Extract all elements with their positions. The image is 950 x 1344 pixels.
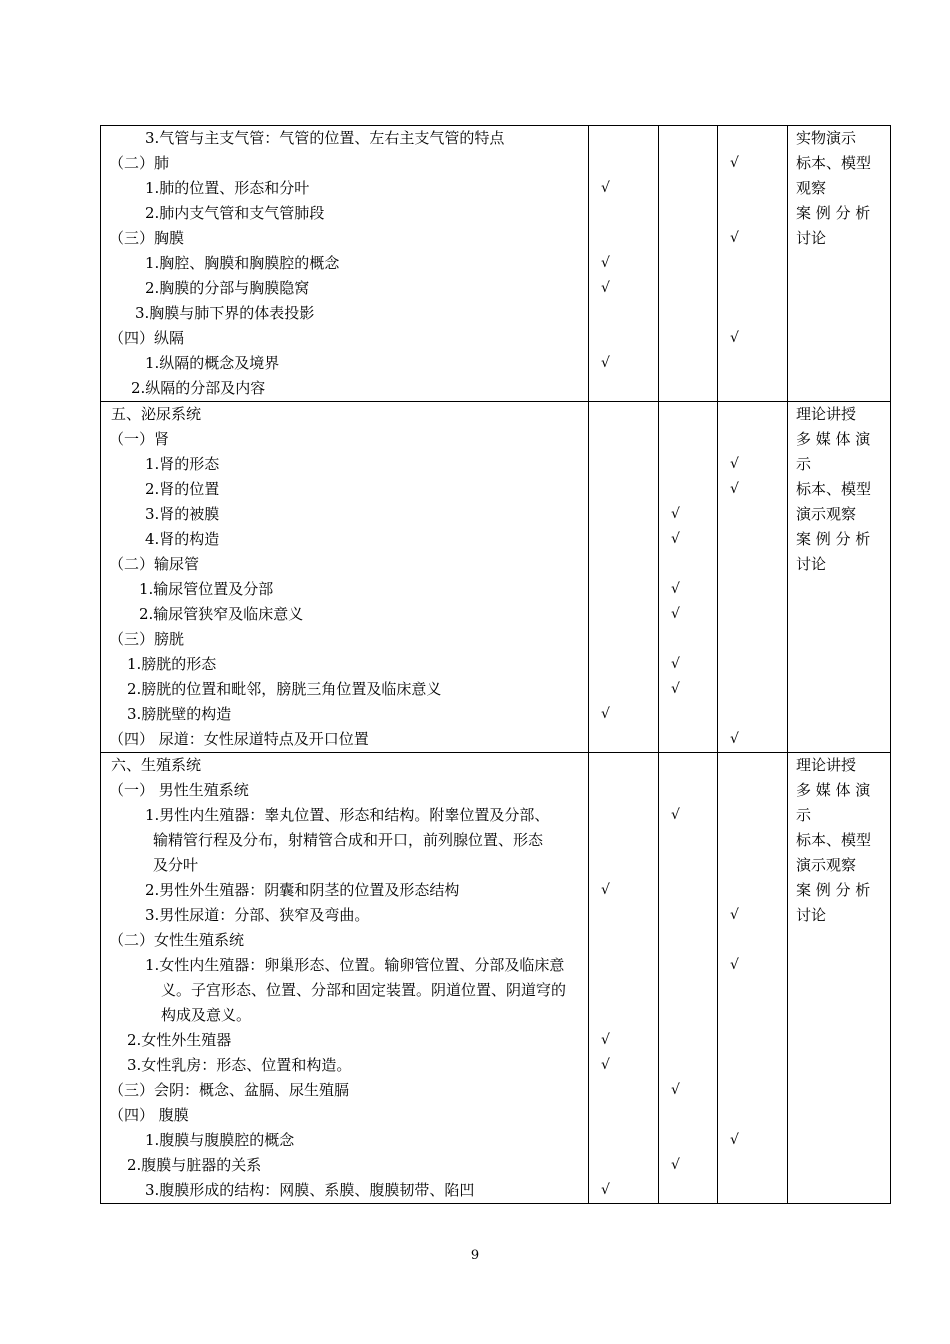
check-mark [718, 828, 787, 853]
check-mark [659, 351, 717, 376]
check-mark [718, 753, 787, 778]
check-mark [659, 1053, 717, 1078]
check-mark [659, 301, 717, 326]
check-mark [718, 1153, 787, 1178]
check-mark [718, 853, 787, 878]
check-mark [589, 928, 658, 953]
content-line: （一） 男性生殖系统 [109, 781, 249, 799]
content-line: 2.胸膜的分部与胸膜隐窝 [145, 279, 310, 297]
check-mark [718, 1103, 787, 1128]
check-mark: √ [730, 731, 739, 747]
teaching-method-cell [788, 753, 891, 1204]
content-line: 1.输尿管位置及分部 [139, 580, 274, 598]
check-mark: √ [671, 606, 680, 622]
check-mark [659, 201, 717, 226]
check-mark [589, 903, 658, 928]
table-row [101, 402, 891, 753]
teaching-method-line: 标本、模型 [796, 480, 872, 498]
content-line: （二）肺 [109, 154, 170, 172]
check-mark [659, 627, 717, 652]
check-mark [718, 427, 787, 452]
content-line: 1.膀胱的形态 [127, 655, 217, 673]
check-mark [589, 427, 658, 452]
teaching-method-cell [788, 126, 891, 402]
content-line: （四） 尿道：女性尿道特点及开口位置 [109, 730, 369, 748]
teaching-method-line: 演示观察 [796, 505, 857, 523]
check-mark: √ [671, 1157, 680, 1173]
check-mark [659, 1103, 717, 1128]
check-mark [718, 1053, 787, 1078]
mark-column-c1 [589, 753, 659, 1204]
teaching-method-line: 理论讲授 [796, 405, 857, 423]
check-mark [589, 452, 658, 477]
check-mark [659, 276, 717, 301]
content-line: （三）会阴：概念、盆膈、尿生殖膈 [109, 1081, 350, 1099]
check-mark [659, 727, 717, 752]
check-mark [718, 627, 787, 652]
check-mark [718, 376, 787, 401]
content-line: 六、生殖系统 [111, 756, 202, 774]
content-line: 2.腹膜与脏器的关系 [127, 1156, 262, 1174]
check-mark: √ [671, 581, 680, 597]
teaching-method-line: 多 媒 体 演 [796, 781, 871, 799]
content-line: （二）输尿管 [109, 555, 200, 573]
content-line: （三）胸膜 [109, 229, 185, 247]
check-mark [718, 803, 787, 828]
check-mark [718, 978, 787, 1003]
check-mark [589, 326, 658, 351]
check-mark [718, 402, 787, 427]
check-mark: √ [730, 456, 739, 472]
content-line: 1.腹膜与腹膜腔的概念 [145, 1131, 295, 1149]
check-mark [589, 627, 658, 652]
content-line: （三）膀胱 [109, 630, 185, 648]
teaching-method-line: 标本、模型 [796, 154, 872, 172]
check-mark: √ [601, 180, 610, 196]
content-line: 2.男性外生殖器：阴囊和阴茎的位置及形态结构 [145, 881, 460, 899]
content-line: 及分叶 [153, 856, 199, 874]
check-mark [659, 1003, 717, 1028]
check-mark [659, 1178, 717, 1203]
page-number: 9 [470, 1248, 480, 1263]
check-mark [589, 853, 658, 878]
check-mark [589, 552, 658, 577]
teaching-method-line: 讨论 [796, 906, 827, 924]
check-mark [718, 552, 787, 577]
mark-column-c3 [718, 126, 788, 402]
check-mark [718, 527, 787, 552]
teaching-method-line: 讨论 [796, 555, 827, 573]
check-mark [589, 1153, 658, 1178]
check-mark [589, 301, 658, 326]
check-mark [718, 1028, 787, 1053]
teaching-method-line: 案 例 分 析 [796, 881, 871, 899]
check-mark [659, 251, 717, 276]
check-mark [718, 502, 787, 527]
check-mark [659, 853, 717, 878]
check-mark [718, 778, 787, 803]
check-mark [659, 702, 717, 727]
teaching-method-line: 标本、模型 [796, 831, 872, 849]
check-mark [659, 326, 717, 351]
check-mark: √ [601, 1057, 610, 1073]
check-mark [718, 577, 787, 602]
content-line: 1.肺的位置、形态和分叶 [145, 179, 310, 197]
check-mark [718, 1178, 787, 1203]
check-mark: √ [601, 1182, 610, 1198]
check-mark [589, 803, 658, 828]
content-line: （一）肾 [109, 430, 170, 448]
mark-column-c3 [718, 753, 788, 1204]
check-mark [589, 727, 658, 752]
content-line: 3.女性乳房：形态、位置和构造。 [127, 1056, 352, 1074]
check-mark [718, 702, 787, 727]
content-line: 2.肾的位置 [145, 480, 220, 498]
content-line: 1.胸腔、胸膜和胸膜腔的概念 [145, 254, 340, 272]
check-mark [589, 527, 658, 552]
check-mark [659, 151, 717, 176]
mark-column-c1 [589, 126, 659, 402]
check-mark [659, 226, 717, 251]
teaching-method-line: 讨论 [796, 229, 827, 247]
check-mark [589, 226, 658, 251]
teaching-method-line: 案 例 分 析 [796, 204, 871, 222]
teaching-method-line: 多 媒 体 演 [796, 430, 871, 448]
check-mark [659, 878, 717, 903]
content-line: 4.肾的构造 [145, 530, 220, 548]
check-mark: √ [601, 355, 610, 371]
check-mark [589, 602, 658, 627]
content-line: 1.纵隔的概念及境界 [145, 354, 280, 372]
content-line: 2.女性外生殖器 [127, 1031, 232, 1049]
content-line: 构成及意义。 [161, 1006, 252, 1024]
content-line: 输精管行程及分布，射精管合成和开口，前列腺位置、形态 [153, 831, 544, 849]
check-mark: √ [671, 1082, 680, 1098]
teaching-method-line: 示 [796, 806, 812, 824]
content-line: 五、泌尿系统 [111, 405, 202, 423]
check-mark [589, 953, 658, 978]
content-line: 3.腹膜形成的结构：网膜、系膜、腹膜韧带、陷凹 [145, 1181, 475, 1199]
check-mark [589, 126, 658, 151]
content-line: 2.肺内支气管和支气管肺段 [145, 204, 325, 222]
teaching-method-line: 案 例 分 析 [796, 530, 871, 548]
check-mark [589, 376, 658, 401]
check-mark: √ [730, 957, 739, 973]
content-line: （四）纵隔 [109, 329, 185, 347]
check-mark [659, 978, 717, 1003]
mark-column-c2 [659, 126, 718, 402]
check-mark: √ [671, 506, 680, 522]
check-mark: √ [671, 656, 680, 672]
check-mark [659, 903, 717, 928]
content-line: 2.输尿管狭窄及临床意义 [139, 605, 304, 623]
check-mark [718, 176, 787, 201]
check-mark: √ [671, 531, 680, 547]
check-mark: √ [601, 280, 610, 296]
check-mark: √ [601, 255, 610, 271]
check-mark: √ [730, 907, 739, 923]
check-mark [718, 1003, 787, 1028]
check-mark [718, 928, 787, 953]
content-line: （二）女性生殖系统 [109, 931, 245, 949]
check-mark: √ [730, 1132, 739, 1148]
check-mark [718, 652, 787, 677]
check-mark [718, 351, 787, 376]
content-line: 1.女性内生殖器：卵巢形态、位置。输卵管位置、分部及临床意 [145, 956, 565, 974]
teaching-method-line: 示 [796, 455, 812, 473]
teaching-method-line: 演示观察 [796, 856, 857, 874]
content-line: 3.胸膜与肺下界的体表投影 [135, 304, 315, 322]
check-mark [589, 201, 658, 226]
content-cell [101, 402, 589, 753]
content-line: 义。子宫形态、位置、分部和固定装置。阴道位置、阴道穹的 [161, 981, 567, 999]
check-mark: √ [730, 330, 739, 346]
check-mark [589, 402, 658, 427]
check-mark [718, 276, 787, 301]
check-mark [659, 376, 717, 401]
check-mark [659, 828, 717, 853]
check-mark: √ [601, 1032, 610, 1048]
table-row [101, 753, 891, 1204]
check-mark [659, 477, 717, 502]
check-mark [659, 1128, 717, 1153]
check-mark [589, 1103, 658, 1128]
check-mark [659, 126, 717, 151]
check-mark [589, 652, 658, 677]
content-line: 3.膀胱壁的构造 [127, 705, 232, 723]
check-mark [589, 151, 658, 176]
content-line: 3.男性尿道：分部、狭窄及弯曲。 [145, 906, 370, 924]
content-cell [101, 753, 589, 1204]
check-mark [589, 577, 658, 602]
content-cell [101, 126, 589, 402]
check-mark [718, 126, 787, 151]
check-mark [718, 301, 787, 326]
mark-column-c3 [718, 402, 788, 753]
content-line: 1.男性内生殖器：睾丸位置、形态和结构。附睾位置及分部、 [145, 806, 550, 824]
check-mark [589, 677, 658, 702]
check-mark [718, 677, 787, 702]
check-mark [659, 552, 717, 577]
syllabus-table [100, 125, 891, 1204]
mark-column-c2 [659, 402, 718, 753]
check-mark [718, 602, 787, 627]
check-mark [659, 953, 717, 978]
check-mark: √ [730, 481, 739, 497]
check-mark [659, 402, 717, 427]
content-line: 1.肾的形态 [145, 455, 220, 473]
check-mark [718, 201, 787, 226]
check-mark [589, 477, 658, 502]
check-mark: √ [601, 706, 610, 722]
table-row [101, 126, 891, 402]
content-line: 2.纵隔的分部及内容 [131, 379, 266, 397]
check-mark: √ [671, 807, 680, 823]
check-mark [589, 778, 658, 803]
content-line: （四） 腹膜 [109, 1106, 189, 1124]
content-line: 3.气管与主支气管：气管的位置、左右主支气管的特点 [145, 129, 505, 147]
check-mark [589, 502, 658, 527]
check-mark [589, 1128, 658, 1153]
check-mark [659, 176, 717, 201]
teaching-method-cell [788, 402, 891, 753]
check-mark [589, 753, 658, 778]
check-mark [589, 978, 658, 1003]
check-mark: √ [730, 230, 739, 246]
check-mark [718, 1078, 787, 1103]
check-mark [589, 1003, 658, 1028]
check-mark [718, 251, 787, 276]
teaching-method-line: 观察 [796, 179, 827, 197]
content-line: 2.膀胱的位置和毗邻，膀胱三角位置及临床意义 [127, 680, 442, 698]
check-mark [718, 878, 787, 903]
check-mark [659, 778, 717, 803]
teaching-method-line: 理论讲授 [796, 756, 857, 774]
check-mark [659, 753, 717, 778]
check-mark [659, 1028, 717, 1053]
check-mark [589, 828, 658, 853]
teaching-method-line: 实物演示 [796, 129, 857, 147]
check-mark [589, 1078, 658, 1103]
mark-column-c1 [589, 402, 659, 753]
check-mark: √ [601, 882, 610, 898]
check-mark [659, 452, 717, 477]
content-line: 3.肾的被膜 [145, 505, 220, 523]
check-mark: √ [671, 681, 680, 697]
check-mark [659, 928, 717, 953]
check-mark [659, 427, 717, 452]
mark-column-c2 [659, 753, 718, 1204]
check-mark: √ [730, 155, 739, 171]
